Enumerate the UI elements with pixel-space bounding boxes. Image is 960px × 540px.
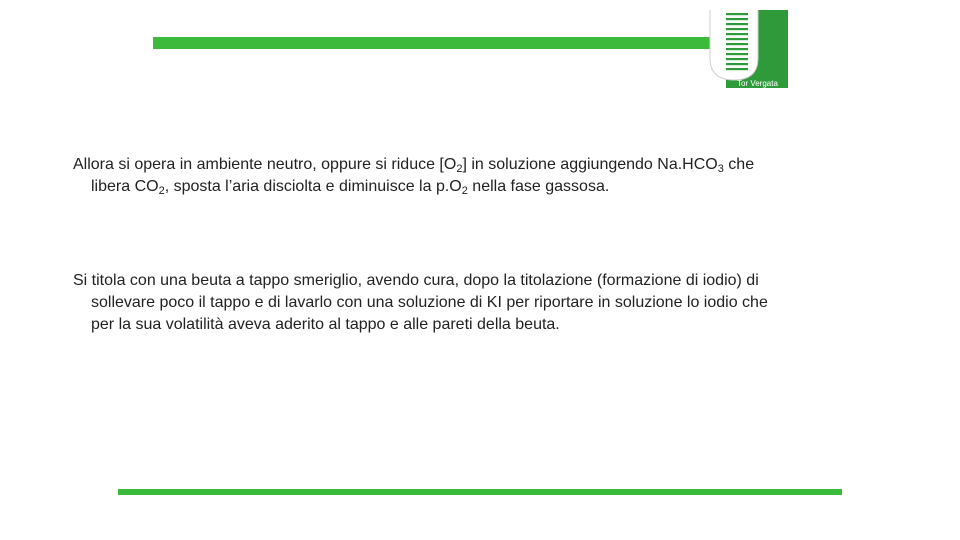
- p1-text-d: libera CO: [91, 178, 159, 195]
- logo-caption: Tor Vergata: [737, 79, 778, 88]
- university-logo: [706, 10, 790, 90]
- university-shield-icon: [706, 10, 790, 90]
- p2-line2: sollevare poco il tappo e di lavarlo con una soluzione di KI per riportare in soluzione lo iodio che: [91, 294, 768, 311]
- paragraph-neutral-environment: [73, 154, 873, 198]
- p1-text-a: Allora si opera in ambiente neutro, oppure si riduce [O: [73, 156, 457, 173]
- p1-sub-d: 2: [158, 185, 165, 197]
- p1-text-f: nella fase gassosa.: [467, 178, 610, 195]
- p1-line2: [73, 176, 873, 198]
- p1-text-e: , sposta l’aria disciolta e diminuisce la p.O: [164, 178, 462, 195]
- p1-sub-a: 2: [456, 163, 463, 175]
- top-accent-bar: [153, 37, 713, 49]
- p1-sub-e: 2: [461, 185, 468, 197]
- bottom-accent-bar: [118, 489, 842, 495]
- paragraph-titration: [73, 270, 893, 336]
- p2-line1: Si titola con una beuta a tappo smeriglio, avendo cura, dopo la titolazione (formazione di iodio) di: [73, 272, 759, 289]
- p1-text-c: che: [723, 156, 755, 173]
- p2-line3: per la sua volatilità aveva aderito al tappo e alle pareti della beuta.: [91, 316, 560, 333]
- p1-sub-b: 3: [717, 163, 724, 175]
- p1-text-b: ] in soluzione aggiungendo Na.HCO: [462, 156, 718, 173]
